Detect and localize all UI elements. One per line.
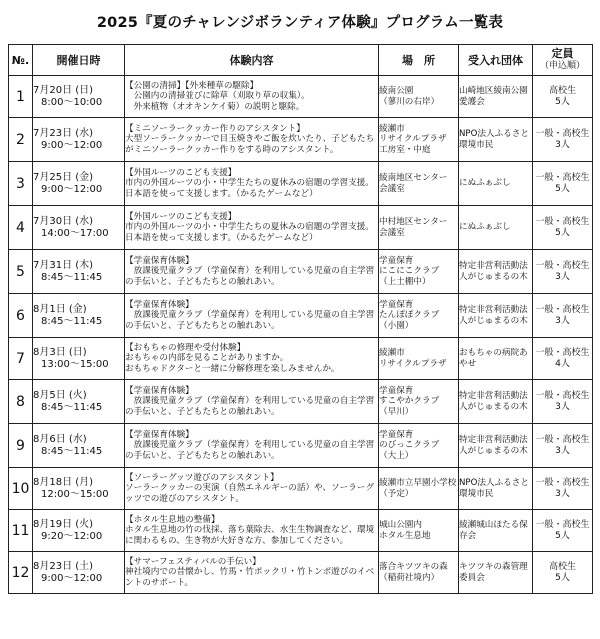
row-content: 【ソーラーグッツ遊びのアシスタント】 ソーラークッカーの実演（自然エネルギーの話）や、ソーラーグッツでの遊びのアシスタント。 <box>125 468 379 510</box>
row-organization: 特定非営利活動法人がじゅまるの木 <box>459 250 533 294</box>
table-row <box>9 206 593 250</box>
row-number: 12 <box>9 552 33 594</box>
header-capacity-sub: （申込順） <box>539 61 585 71</box>
row-content: 【外国ルーツのこども支援】 市内の外国ルーツの小・中学生たちの夏休みの宿題の学習支援。日本語を使って支援します。（かるたゲームなど） <box>125 206 379 250</box>
row-capacity: 一般・高校生 4人 <box>533 338 593 380</box>
header-capacity-label: 定員 <box>551 47 574 60</box>
row-content: 【外国ルーツのこども支援】 市内の外国ルーツの小・中学生たちの夏休みの宿題の学習支援。日本語を使って支援します。（かるたゲームなど） <box>125 162 379 206</box>
header-org: 受入れ団体 <box>459 45 533 76</box>
header-row <box>9 45 593 76</box>
row-organization: キツツキの森管理委員会 <box>459 552 533 594</box>
row-content: 【学童保育体験】 放課後児童クラブ（学童保育）を利用している児童の自主学習の手伝いと、子どもたちとの触れあい。 <box>125 424 379 468</box>
row-date-day: 7月20日 (日) <box>33 84 94 96</box>
row-place: 綾南地区センター 会議室 <box>379 162 459 206</box>
row-date-time: 8:45～11:45 <box>41 445 103 457</box>
row-number: 8 <box>9 380 33 424</box>
row-date-day: 7月23日 (水) <box>33 127 94 139</box>
table-row <box>9 424 593 468</box>
row-place: 中村地区センター 会議室 <box>379 206 459 250</box>
row-number: 11 <box>9 510 33 552</box>
row-organization: 綾瀬城山ほたる保存会 <box>459 510 533 552</box>
row-date-day: 7月31日 (木) <box>33 259 94 271</box>
table-row <box>9 250 593 294</box>
row-number: 6 <box>9 294 33 338</box>
row-organization: にぬふぁぶし <box>459 206 533 250</box>
row-organization: 特定非営利活動法人がじゅまるの木 <box>459 380 533 424</box>
row-date-time: 8:45～11:45 <box>41 271 103 283</box>
row-date-day: 7月30日 (水) <box>33 215 94 227</box>
row-number: 5 <box>9 250 33 294</box>
row-number: 3 <box>9 162 33 206</box>
row-number: 9 <box>9 424 33 468</box>
row-number: 7 <box>9 338 33 380</box>
row-date-time: 8:45～11:45 <box>41 315 103 327</box>
row-capacity: 一般・高校生 5人 <box>533 162 593 206</box>
row-date <box>33 338 125 380</box>
row-content: 【ホタル生息地の整備】 ホタル生息地の竹の伐採、落ち葉除去、水生生物調査など、環境に関わるもの、生き物が大好きな方、参加してください。 <box>125 510 379 552</box>
row-number: 2 <box>9 118 33 162</box>
row-organization: 特定非営利活動法人がじゅまるの木 <box>459 294 533 338</box>
row-place: 学童保育 にこにこクラブ （上土棚中） <box>379 250 459 294</box>
table-row <box>9 118 593 162</box>
row-date-time: 8:00～10:00 <box>41 96 103 108</box>
row-content: 【おもちゃの修理や受付体験】 おもちゃの内部を見ることがありますか。 おもちゃドクターと一緒に分解修理を楽しみませんか。 <box>125 338 379 380</box>
row-content: 【サマーフェスティバルの手伝い】 神社境内での昔懐かし、竹馬・竹ポックリ・竹トンボ遊びのイベントのサポート。 <box>125 552 379 594</box>
row-organization: NPO法人ふるさと環境市民 <box>459 118 533 162</box>
row-capacity: 一般・高校生 3人 <box>533 468 593 510</box>
row-place: 学童保育 すこやかクラブ （早川） <box>379 380 459 424</box>
program-table <box>8 44 593 594</box>
row-date <box>33 118 125 162</box>
row-date-time: 9:20～12:00 <box>41 530 103 542</box>
row-date <box>33 206 125 250</box>
row-date-day: 8月19日 (火) <box>33 518 94 530</box>
row-place: 綾瀬市 リサイクルプラザ 工房室・中庭 <box>379 118 459 162</box>
row-date-day: 8月1日 (金) <box>33 303 87 315</box>
row-capacity: 一般・高校生 3人 <box>533 380 593 424</box>
row-date <box>33 380 125 424</box>
row-organization: にぬふぁぶし <box>459 162 533 206</box>
table-row <box>9 552 593 594</box>
row-date <box>33 510 125 552</box>
table-row <box>9 380 593 424</box>
row-place: 学童保育 たんぽぽクラブ （小園） <box>379 294 459 338</box>
row-capacity: 一般・高校生 3人 <box>533 250 593 294</box>
row-capacity: 高校生 5人 <box>533 552 593 594</box>
row-date-time: 8:45～11:45 <box>41 401 103 413</box>
table-row <box>9 510 593 552</box>
row-number: 10 <box>9 468 33 510</box>
row-capacity: 一般・高校生 3人 <box>533 424 593 468</box>
row-place: 城山公園内 ホタル生息地 <box>379 510 459 552</box>
row-place: 学童保育 のびっこクラブ （大上） <box>379 424 459 468</box>
row-date-day: 8月3日 (日) <box>33 346 87 358</box>
row-capacity: 一般・高校生 5人 <box>533 206 593 250</box>
row-date <box>33 552 125 594</box>
row-date-day: 8月18日 (月) <box>33 476 94 488</box>
row-date-time: 9:00～12:00 <box>41 183 103 195</box>
row-organization: おもちゃの病院あやせ <box>459 338 533 380</box>
header-content: 体験内容 <box>125 45 379 76</box>
header-place: 場 所 <box>379 45 459 76</box>
row-capacity: 一般・高校生 5人 <box>533 510 593 552</box>
table-row <box>9 76 593 118</box>
row-organization: 特定非営利活動法人がじゅまるの木 <box>459 424 533 468</box>
row-content: 【学童保育体験】 放課後児童クラブ（学童保育）を利用している児童の自主学習の手伝いと、子どもたちとの触れあい。 <box>125 250 379 294</box>
row-date <box>33 424 125 468</box>
header-capacity <box>533 45 593 76</box>
row-capacity: 高校生 5人 <box>533 76 593 118</box>
table-row <box>9 338 593 380</box>
row-date-day: 8月23日 (土) <box>33 560 94 572</box>
row-content: 【公園の清掃】【外来種草の駆除】 公園内の清掃並びに除草（刈取り草の収集）。 外来植物（オオキンケイ菊）の説明と駆除。 <box>125 76 379 118</box>
row-date-time: 14:00～17:00 <box>41 227 109 239</box>
row-capacity: 一般・高校生 3人 <box>533 118 593 162</box>
row-place: 綾瀬市立早園小学校 （予定） <box>379 468 459 510</box>
header-date: 開催日時 <box>33 45 125 76</box>
row-date <box>33 76 125 118</box>
page-title: 2025『夏のチャレンジボランティア体験』プログラム一覧表 <box>96 15 504 31</box>
row-place: 綾瀬市 リサイクルプラザ <box>379 338 459 380</box>
row-date <box>33 468 125 510</box>
row-date-day: 7月25日 (金) <box>33 171 94 183</box>
table-row <box>9 294 593 338</box>
row-date-time: 9:00～12:00 <box>41 572 103 584</box>
header-no: №. <box>9 45 33 76</box>
row-date-time: 13:00～15:00 <box>41 358 109 370</box>
row-date-day: 8月5日 (火) <box>33 389 87 401</box>
row-number: 4 <box>9 206 33 250</box>
row-number: 1 <box>9 76 33 118</box>
row-content: 【学童保育体験】 放課後児童クラブ（学童保育）を利用している児童の自主学習の手伝いと、子どもたちとの触れあい。 <box>125 380 379 424</box>
table-row <box>9 468 593 510</box>
row-date-time: 9:00～12:00 <box>41 139 103 151</box>
row-date-day: 8月6日 (水) <box>33 433 87 445</box>
row-content: 【学童保育体験】 放課後児童クラブ（学童保育）を利用している児童の自主学習の手伝いと、子どもたちとの触れあい。 <box>125 294 379 338</box>
row-capacity: 一般・高校生 3人 <box>533 294 593 338</box>
row-date <box>33 294 125 338</box>
row-date-time: 12:00～15:00 <box>41 488 109 500</box>
row-date <box>33 250 125 294</box>
row-place: 落合キツツキの森 （稲荷社境内） <box>379 552 459 594</box>
row-place: 綾南公園 （蓼川の右岸） <box>379 76 459 118</box>
table-row <box>9 162 593 206</box>
row-organization: 山崎地区綾南公園愛護会 <box>459 76 533 118</box>
row-date <box>33 162 125 206</box>
row-organization: NPO法人ふるさと環境市民 <box>459 468 533 510</box>
row-content: 【ミニソーラークッカー作りのアシスタント】 大型ソーラークッカーで目玉焼きやご飯を炊いたり、子どもたちがミニソーラークッカー作りをする時のアシスタント。 <box>125 118 379 162</box>
